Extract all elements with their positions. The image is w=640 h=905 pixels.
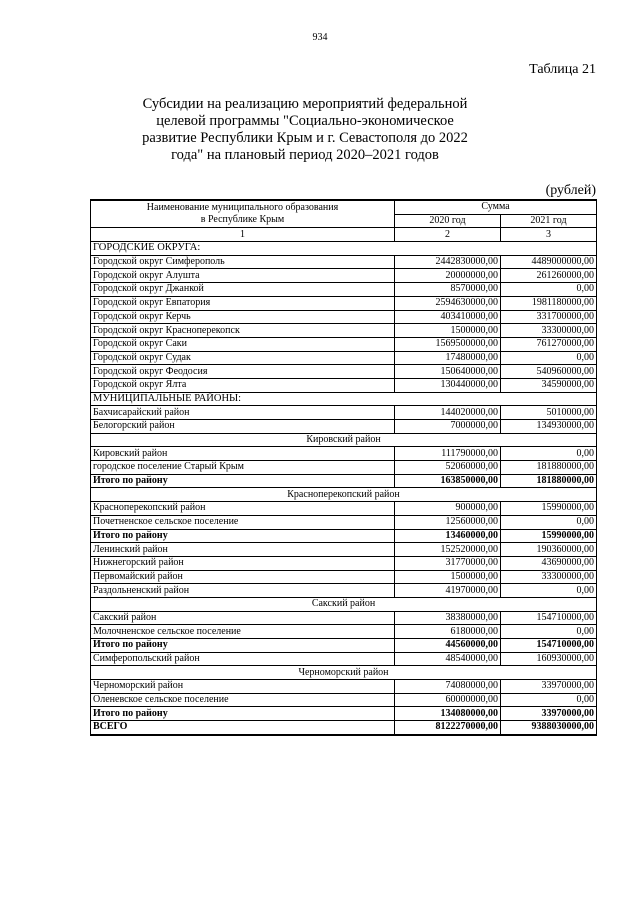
amount-2021: 33970000,00 <box>501 707 597 721</box>
amount-2020: 74080000,00 <box>395 680 501 694</box>
table-row <box>91 447 597 461</box>
municipality-name: ВСЕГО <box>91 721 395 735</box>
table-label: Таблица 21 <box>529 62 596 77</box>
amount-2020: 1500000,00 <box>395 324 501 338</box>
amount-2021: 15990000,00 <box>501 502 597 516</box>
amount-2020: 17480000,00 <box>395 351 501 365</box>
amount-2021: 33300000,00 <box>501 570 597 584</box>
amount-2021: 0,00 <box>501 515 597 529</box>
header-municipality <box>91 200 395 228</box>
municipality-name: Первомайский район <box>91 570 395 584</box>
amount-2020: 144020000,00 <box>395 406 501 420</box>
district-group-label: Черноморский район <box>91 666 597 680</box>
municipality-name: Бахчисарайский район <box>91 406 395 420</box>
amount-2021: 33300000,00 <box>501 324 597 338</box>
amount-2020: 13460000,00 <box>395 529 501 543</box>
amount-2020: 152520000,00 <box>395 543 501 557</box>
amount-2021: 5010000,00 <box>501 406 597 420</box>
table-row <box>91 570 597 584</box>
header-row-1 <box>91 200 597 214</box>
municipality-name: Симферопольский район <box>91 652 395 666</box>
table-row <box>91 652 597 666</box>
municipality-name: Кировский район <box>91 447 395 461</box>
amount-2021: 9388030000,00 <box>501 721 597 735</box>
amount-2021: 34590000,00 <box>501 378 597 392</box>
table-row <box>91 351 597 365</box>
district-group-row <box>91 666 597 680</box>
amount-2020: 31770000,00 <box>395 556 501 570</box>
municipality-name: Итого по району <box>91 529 395 543</box>
amount-2021: 181880000,00 <box>501 461 597 475</box>
municipality-name: Городской округ Саки <box>91 337 395 351</box>
municipality-name: Итого по району <box>91 707 395 721</box>
table-row <box>91 337 597 351</box>
amount-2020: 111790000,00 <box>395 447 501 461</box>
municipality-name: Молочненское сельское поселение <box>91 625 395 639</box>
municipality-name: Городской округ Евпатория <box>91 296 395 310</box>
municipality-name: Городской округ Ялта <box>91 378 395 392</box>
amount-2021: 154710000,00 <box>501 639 597 653</box>
district-group-label: Кировский район <box>91 433 597 447</box>
district-group-row <box>91 488 597 502</box>
table-row <box>91 584 597 598</box>
table-row <box>91 420 597 434</box>
grand-total-row <box>91 721 597 735</box>
municipality-name: Итого по району <box>91 639 395 653</box>
municipality-name: Красноперекопский район <box>91 502 395 516</box>
amount-2020: 7000000,00 <box>395 420 501 434</box>
amount-2020: 12560000,00 <box>395 515 501 529</box>
amount-2020: 8122270000,00 <box>395 721 501 735</box>
section-row <box>91 242 597 256</box>
municipality-name: Городской округ Алушта <box>91 269 395 283</box>
table-row <box>91 255 597 269</box>
amount-2020: 38380000,00 <box>395 611 501 625</box>
table-row <box>91 556 597 570</box>
amount-2020: 44560000,00 <box>395 639 501 653</box>
district-total-row <box>91 707 597 721</box>
municipality-name: Сакский район <box>91 611 395 625</box>
municipality-name: городское поселение Старый Крым <box>91 461 395 475</box>
amount-2021: 43690000,00 <box>501 556 597 570</box>
amount-2021: 0,00 <box>501 693 597 707</box>
header-num-1: 1 <box>91 228 395 242</box>
amount-2021: 4489000000,00 <box>501 255 597 269</box>
municipality-name: Городской округ Симферополь <box>91 255 395 269</box>
table-row <box>91 515 597 529</box>
municipality-name: Раздольненский район <box>91 584 395 598</box>
amount-2020: 150640000,00 <box>395 365 501 379</box>
amount-2020: 41970000,00 <box>395 584 501 598</box>
table-row <box>91 378 597 392</box>
amount-2021: 134930000,00 <box>501 420 597 434</box>
section-label: ГОРОДСКИЕ ОКРУГА: <box>91 242 597 256</box>
header-municipality-line2: в Республике Крым <box>200 214 285 226</box>
amount-2020: 8570000,00 <box>395 283 501 297</box>
amount-2020: 163850000,00 <box>395 474 501 488</box>
header-num-3: 3 <box>501 228 597 242</box>
amount-2020: 130440000,00 <box>395 378 501 392</box>
district-group-row <box>91 433 597 447</box>
amount-2020: 134080000,00 <box>395 707 501 721</box>
amount-2021: 190360000,00 <box>501 543 597 557</box>
municipality-name: Итого по району <box>91 474 395 488</box>
amount-2021: 261260000,00 <box>501 269 597 283</box>
header-year-2021: 2021 год <box>501 214 597 228</box>
table-row <box>91 269 597 283</box>
municipality-name: Оленевское сельское поселение <box>91 693 395 707</box>
municipality-name: Почетненское сельское поселение <box>91 515 395 529</box>
table-row <box>91 693 597 707</box>
amount-2020: 60000000,00 <box>395 693 501 707</box>
table-row <box>91 310 597 324</box>
section-row <box>91 392 597 406</box>
amount-2020: 1500000,00 <box>395 570 501 584</box>
amount-2021: 33970000,00 <box>501 680 597 694</box>
municipality-name: Белогорский район <box>91 420 395 434</box>
district-group-row <box>91 597 597 611</box>
district-group-label: Красноперекопский район <box>91 488 597 502</box>
amount-2021: 15990000,00 <box>501 529 597 543</box>
table-row <box>91 543 597 557</box>
table-row <box>91 625 597 639</box>
table-row <box>91 680 597 694</box>
amount-2020: 48540000,00 <box>395 652 501 666</box>
district-total-row <box>91 529 597 543</box>
amount-2021: 181880000,00 <box>501 474 597 488</box>
municipality-name: Ленинский район <box>91 543 395 557</box>
header-year-2020: 2020 год <box>395 214 501 228</box>
municipality-name: Городской округ Судак <box>91 351 395 365</box>
municipality-name: Городской округ Джанкой <box>91 283 395 297</box>
amount-2021: 0,00 <box>501 625 597 639</box>
municipality-name: Городской округ Керчь <box>91 310 395 324</box>
header-sum: Сумма <box>395 200 597 214</box>
district-group-label: Сакский район <box>91 597 597 611</box>
amount-2021: 154710000,00 <box>501 611 597 625</box>
table-row <box>91 296 597 310</box>
unit-label: (рублей) <box>545 183 596 198</box>
amount-2021: 0,00 <box>501 584 597 598</box>
header-row-numbers <box>91 228 597 242</box>
table-row <box>91 283 597 297</box>
document-title: Субсидии на реализацию мероприятий федеральной целевой программы "Социально-экономическое развитие Республики Крым и г. Севастополя до 2022 года" на плановый период 2020–2021 годов <box>142 96 468 163</box>
district-total-row <box>91 639 597 653</box>
header-num-2: 2 <box>395 228 501 242</box>
amount-2020: 1569500000,00 <box>395 337 501 351</box>
municipality-name: Городской округ Красноперекопск <box>91 324 395 338</box>
amount-2021: 0,00 <box>501 351 597 365</box>
table-row <box>91 324 597 338</box>
amount-2021: 331700000,00 <box>501 310 597 324</box>
amount-2021: 540960000,00 <box>501 365 597 379</box>
municipality-name: Городской округ Феодосия <box>91 365 395 379</box>
amount-2020: 20000000,00 <box>395 269 501 283</box>
amount-2021: 1981180000,00 <box>501 296 597 310</box>
district-total-row <box>91 474 597 488</box>
municipality-name: Черноморский район <box>91 680 395 694</box>
amount-2020: 52060000,00 <box>395 461 501 475</box>
amount-2020: 900000,00 <box>395 502 501 516</box>
amount-2021: 761270000,00 <box>501 337 597 351</box>
table-row <box>91 406 597 420</box>
header-municipality-line1: Наименование муниципального образования <box>146 202 339 214</box>
amount-2020: 403410000,00 <box>395 310 501 324</box>
amount-2021: 0,00 <box>501 447 597 461</box>
table-row <box>91 461 597 475</box>
page-number: 934 <box>312 32 328 43</box>
amount-2021: 0,00 <box>501 283 597 297</box>
amount-2020: 6180000,00 <box>395 625 501 639</box>
amount-2020: 2594630000,00 <box>395 296 501 310</box>
municipality-name: Нижнегорский район <box>91 556 395 570</box>
subsidy-table <box>90 199 597 736</box>
table-body <box>91 242 597 735</box>
section-label: МУНИЦИПАЛЬНЫЕ РАЙОНЫ: <box>91 392 597 406</box>
amount-2020: 2442830000,00 <box>395 255 501 269</box>
table-row <box>91 365 597 379</box>
amount-2021: 160930000,00 <box>501 652 597 666</box>
table-row <box>91 502 597 516</box>
table-row <box>91 611 597 625</box>
